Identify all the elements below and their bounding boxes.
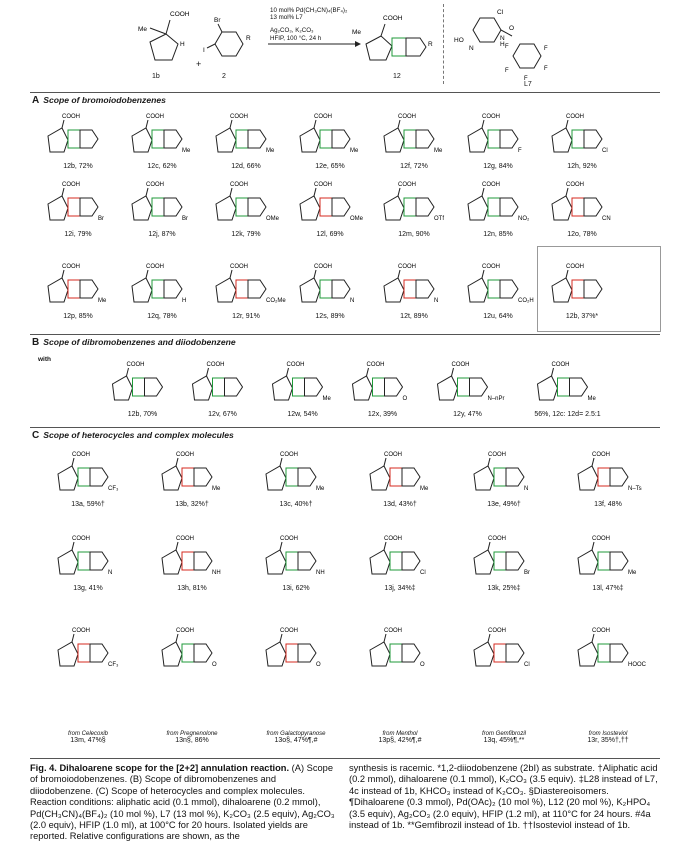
cooh-text: COOH (384, 452, 402, 458)
condition-solvent: HFIP, 100 °C, 24 h (270, 34, 322, 42)
structure-rowC2-5 (558, 534, 658, 580)
svg-text:O: O (509, 25, 515, 32)
compound-label: 12u, 64% (483, 313, 513, 320)
compound-label: 12t, 89% (400, 313, 428, 320)
label-12: 12 (393, 73, 401, 80)
compound-label: 12o, 78% (567, 231, 597, 238)
structure-rowA1-2 (206, 112, 286, 158)
structure-rowC3-4 (454, 626, 554, 726)
cooh-text: COOH (592, 628, 610, 634)
substituent-text: N–nPr (487, 396, 505, 402)
compound-label: 12l, 69% (316, 231, 344, 238)
svg-text:N: N (469, 45, 474, 52)
compound-label: 12m, 90% (398, 231, 430, 238)
cooh-text: COOH (72, 452, 90, 458)
compound-label: 13f, 48% (594, 501, 622, 508)
cooh-text: COOH (62, 182, 80, 188)
substituent-text: Me (420, 486, 429, 492)
substituent-text: N (524, 486, 529, 492)
structure-rowC2-3 (350, 534, 450, 580)
substituent-text: Cl (602, 148, 608, 154)
structure-rowA2-0 (38, 180, 118, 226)
compound-rowC2-3 (350, 534, 450, 593)
cooh-text: COOH (482, 264, 500, 270)
compound-rowB-3 (335, 360, 430, 419)
compound-label: 12g, 84% (483, 163, 513, 170)
section-b-title: Scope of dibromobenzenes and diiodobenzene (43, 337, 236, 347)
structure-rowA3-5 (458, 262, 538, 308)
compound-label: 12p, 85% (63, 313, 93, 320)
compound-rowA3-5 (458, 262, 538, 321)
compound-label: 12e, 65% (315, 163, 345, 170)
svg-text:H: H (500, 41, 505, 48)
svg-text:N: N (500, 35, 505, 42)
substituent-text: Cl (524, 662, 530, 668)
structure-rowA1-3 (290, 112, 370, 158)
compound-rowA2-1 (122, 180, 202, 239)
structure-rowA2-5 (458, 180, 538, 226)
compound-label: 13d, 43%† (383, 501, 417, 508)
compound-label: 13g, 41% (73, 585, 103, 592)
structure-rowC2-4 (454, 534, 554, 580)
caption-body-1: (A) Scope of bromoiodobenzenes. (B) Scope of dibromobenzenes and diiodobenzene. (C) Scope of heterocycles and complex molecules. Reaction conditions: aliphatic acid (0.1 mmol), dihaloarene (0.2 mmol), Pd(CH₃CN)₄(BF₄)₂ (10 mol %), L7 (13 mol %), K₂CO₃ (2.5 equiv), Ag₂CO₃ (2.0 equiv), HFIP (1.0 ml), at 100°C for 20 hours. Isolated yields are reported. Relative configurations are shown, as the (30, 763, 335, 842)
compound-rowC2-1 (142, 534, 242, 593)
structure-rowC1-1 (142, 450, 242, 496)
cooh-text: COOH (286, 362, 305, 368)
compound-rowA3-1 (122, 262, 202, 321)
structure-rowA3-2 (206, 262, 286, 308)
cooh-text: COOH (592, 452, 610, 458)
compound-label: 12v, 67% (208, 411, 237, 418)
compound-rowC3-0 (38, 626, 138, 745)
structure-rowC3-5 (558, 626, 658, 726)
cooh-text: COOH (280, 628, 298, 634)
section-b-letter: B (32, 337, 40, 348)
substituent-text: Me (182, 148, 191, 154)
compound-rowC3-4 (454, 626, 554, 745)
source-label: from Pregnenolone (166, 731, 218, 737)
compound-label: 12w, 54% (287, 411, 318, 418)
compound-rowB-5 (520, 360, 615, 419)
cooh-text: COOH (488, 452, 506, 458)
section-a-letter: A (32, 95, 40, 106)
compound-rowA2-2 (206, 180, 286, 239)
substituent-text: O (402, 396, 408, 402)
structure-rowA2-1 (122, 180, 202, 226)
compound-label: 13i, 62% (282, 585, 310, 592)
substituent-text: Br (182, 216, 188, 222)
svg-text:HO: HO (454, 37, 464, 44)
label-1b: 1b (152, 73, 160, 80)
compound-rowC2-0 (38, 534, 138, 593)
compound-rowC1-0 (38, 450, 138, 509)
structure-rowA2-2 (206, 180, 286, 226)
cooh-text: COOH (176, 452, 194, 458)
cooh-text: COOH (488, 628, 506, 634)
compound-label: 12r, 91% (232, 313, 260, 320)
cooh-text: COOH (72, 536, 90, 542)
substituent-text: OMe (350, 216, 364, 222)
cooh-text: COOH (146, 114, 164, 120)
section-a-title: Scope of bromoiodobenzenes (43, 95, 166, 105)
condition-ligand: 13 mol% L7 (270, 14, 303, 22)
structure-rowC3-2 (246, 626, 346, 726)
compound-label: 12k, 79% (231, 231, 261, 238)
compound-label: 13l, 47%‡ (592, 585, 624, 592)
compound-rowC3-5 (558, 626, 658, 745)
compound-rowC3-2 (246, 626, 346, 745)
compound-rowB-4 (420, 360, 515, 419)
svg-text:COOH: COOH (383, 15, 403, 22)
compound-rowA1-4 (374, 112, 454, 171)
cooh-text: COOH (566, 264, 584, 270)
plus-sign: + (196, 59, 202, 69)
structure-rowC1-4 (454, 450, 554, 496)
compound-rowA1-5 (458, 112, 538, 171)
structure-rowA3-0 (38, 262, 118, 308)
cooh-text: COOH (482, 114, 500, 120)
compound-label: 56%, 12c: 12d= 2.5:1 (534, 411, 601, 418)
source-label: from Celecoxib (67, 731, 108, 737)
substituent-text: Me (350, 148, 359, 154)
substituent-text: Me (316, 486, 325, 492)
cooh-text: COOH (566, 114, 584, 120)
substituent-text: Me (322, 396, 331, 402)
compound-rowA3-2 (206, 262, 286, 321)
cooh-text: COOH (488, 536, 506, 542)
compound-rowC2-5 (558, 534, 658, 593)
cooh-text: COOH (314, 182, 332, 188)
cooh-text: COOH (384, 536, 402, 542)
compound-label: 12q, 78% (147, 313, 177, 320)
compound-rowA1-3 (290, 112, 370, 171)
structure-rowA1-4 (374, 112, 454, 158)
substituent-text: O (316, 662, 321, 668)
compound-rowA2-3 (290, 180, 370, 239)
substituent-text: F (518, 148, 522, 154)
svg-text:I: I (203, 47, 205, 54)
caption-left (30, 763, 336, 843)
caption-title: Fig. 4. Dihaloarene scope for the [2+2] annulation reaction. (30, 763, 290, 773)
substituent-text: O (420, 662, 425, 668)
substituent-text: N–Ts (628, 486, 642, 492)
cooh-text: COOH (551, 362, 570, 368)
cooh-text: COOH (62, 264, 80, 270)
cooh-text: COOH (146, 182, 164, 188)
source-label: from Menthol (382, 731, 418, 737)
structure-rowC1-2 (246, 450, 346, 496)
compound-label: 13m, 47%§ (70, 737, 106, 744)
structure-rowA3-4 (374, 262, 454, 308)
cooh-text: COOH (230, 182, 248, 188)
compound-rowA2-0 (38, 180, 118, 239)
cooh-text: COOH (366, 362, 385, 368)
compound-rowC2-2 (246, 534, 346, 593)
structure-rowC2-2 (246, 534, 346, 580)
structure-rowB-4 (420, 360, 515, 406)
structure-rowC3-3 (350, 626, 450, 726)
structure-rowA3-1 (122, 262, 202, 308)
structure-rowA3-3 (290, 262, 370, 308)
compound-label: 12x, 39% (367, 411, 398, 418)
compound-rowC1-4 (454, 450, 554, 509)
compound-label: 12n, 85% (483, 231, 513, 238)
substituent-text: HOOC (628, 662, 646, 668)
compound-label: 12b, 37%* (565, 313, 599, 320)
structure-rowA1-5 (458, 112, 538, 158)
scheme-cooh-1: COOH (170, 11, 190, 18)
compound-label: 13n§, 86% (175, 737, 209, 744)
compound-label: 13e, 49%† (487, 501, 521, 508)
structure-rowA3-6 (542, 262, 622, 308)
substituent-text: OTf (434, 216, 444, 222)
compound-label: 12i, 79% (64, 231, 92, 238)
compound-rowA3-4 (374, 262, 454, 321)
structure-rowC2-1 (142, 534, 242, 580)
compound-label: 13k, 25%‡ (487, 585, 521, 592)
substituent-text: N (350, 298, 355, 304)
compound-label: 12s, 89% (315, 313, 345, 320)
cooh-text: COOH (230, 114, 248, 120)
compound-rowA3-3 (290, 262, 370, 321)
rule-caption (30, 758, 660, 759)
substituent-text: NH (316, 570, 325, 576)
compound-rowA1-0 (38, 112, 118, 171)
substituent-text: Me (628, 570, 637, 576)
compound-label: 13h, 81% (177, 585, 207, 592)
svg-text:F: F (544, 46, 548, 52)
label-L7: L7 (524, 81, 532, 88)
substituent-text: Cl (420, 570, 426, 576)
structure-rowC3-1 (142, 626, 242, 726)
source-label: from Galactopyranose (266, 731, 326, 737)
cooh-text: COOH (146, 264, 164, 270)
cooh-text: COOH (566, 182, 584, 188)
cooh-text: COOH (280, 536, 298, 542)
structure-rowA1-0 (38, 112, 118, 158)
svg-text:Me: Me (352, 29, 362, 36)
compound-label: 13p§, 42%¶,# (378, 737, 422, 744)
substituent-text: O (212, 662, 217, 668)
cooh-text: COOH (314, 114, 332, 120)
compound-rowA1-6 (542, 112, 622, 171)
substituent-text: Me (266, 148, 275, 154)
substituent-text: Br (98, 216, 104, 222)
substituent-text: NH (212, 570, 221, 576)
condition-catalyst: 10 mol% Pd(CH₃CN)₄(BF₄)₂ (270, 7, 348, 14)
compound-label: 12b, 72% (63, 163, 93, 170)
caption-right: synthesis is racemic. *1,2-diiodobenzene (2bI) as substrate. †Aliphatic acid (0.2 mmol), dihaloarene (0.1 mmol), K₂CO₃ (3.5 equiv). ‡L28 instead of L7, 4c instead of 1b, KHCO₃ instead of K₂CO₃. §Diastereoisomers. ¶Dihaloarene (0.3 mmol), Pd(OAc)₂ (10 mol %), L12 (20 mol %), K₂HPO₄ (3.5 equiv), Ag₂CO₃ (2.0 equiv), HFIP (1.2 ml), at 110°C for 24 hours. #4a instead of 1b. **Gemfibrozil instead of 1b. ††Isosteviol instead of 1b. (349, 763, 658, 831)
substituent-text: N (108, 570, 113, 576)
compound-rowC1-3 (350, 450, 450, 509)
compound-label: 13o§, 47%¶,# (274, 737, 318, 744)
compound-rowC3-3 (350, 626, 450, 745)
structure-rowA2-6 (542, 180, 622, 226)
cooh-text: COOH (62, 114, 80, 120)
compound-label: 13a, 59%† (71, 501, 105, 508)
svg-text:R: R (428, 41, 433, 48)
compound-rowA2-4 (374, 180, 454, 239)
label-2: 2 (222, 73, 226, 80)
compound-rowA3-6 (542, 262, 622, 321)
cooh-text: COOH (398, 182, 416, 188)
svg-text:F: F (505, 44, 509, 50)
cooh-text: COOH (230, 264, 248, 270)
substituent-text: N (434, 298, 439, 304)
substituent-text: OMe (266, 216, 280, 222)
scheme-me-1: Me (138, 26, 148, 33)
section-c-letter: C (32, 430, 40, 441)
compound-rowA2-5 (458, 180, 538, 239)
cooh-text: COOH (314, 264, 332, 270)
substituent-text: Me (587, 396, 596, 402)
svg-text:F: F (505, 68, 509, 74)
compound-label: 13b, 32%† (175, 501, 209, 508)
compound-rowC1-1 (142, 450, 242, 509)
substituent-text: Me (98, 298, 107, 304)
structure-rowC1-3 (350, 450, 450, 496)
compound-label: 12b, 70% (127, 411, 158, 418)
cooh-text: COOH (126, 362, 145, 368)
cooh-text: COOH (398, 114, 416, 120)
structure-rowA1-1 (122, 112, 202, 158)
cooh-text: COOH (176, 628, 194, 634)
compound-label: 12f, 72% (400, 163, 428, 170)
compound-label: 12d, 66% (231, 163, 261, 170)
compound-label: 12j, 87% (148, 231, 176, 238)
substituent-text: Me (434, 148, 443, 154)
structure-rowC1-5 (558, 450, 658, 496)
cooh-text: COOH (280, 452, 298, 458)
compound-label: 13j, 34%‡ (384, 585, 416, 592)
structure-rowA2-3 (290, 180, 370, 226)
substituent-text: Br (524, 570, 530, 576)
structure-rowC2-0 (38, 534, 138, 580)
structure-rowA2-4 (374, 180, 454, 226)
substituent-text: CF₃ (108, 662, 119, 668)
compound-label: 13q, 45%¶,** (483, 737, 525, 744)
svg-text:F: F (544, 66, 548, 72)
cooh-text: COOH (206, 362, 225, 368)
substituent-text: Me (212, 486, 221, 492)
substituent-text: CN (602, 216, 611, 222)
cooh-text: COOH (592, 536, 610, 542)
svg-text:F: F (524, 76, 528, 82)
cooh-text: COOH (398, 264, 416, 270)
compound-rowA2-6 (542, 180, 622, 239)
structure-rowA1-6 (542, 112, 622, 158)
cooh-text: COOH (482, 182, 500, 188)
section-c-title: Scope of heterocycles and complex molecules (43, 430, 234, 440)
cooh-text: COOH (384, 628, 402, 634)
cooh-text: COOH (451, 362, 470, 368)
structure-rowC3-0 (38, 626, 138, 726)
scheme-h-1: H (180, 41, 185, 48)
substituent-text: NO₂ (518, 216, 530, 222)
substituent-text: H (182, 298, 187, 304)
compound-rowC3-1 (142, 626, 242, 745)
svg-text:Cl: Cl (497, 9, 504, 16)
compound-rowC1-2 (246, 450, 346, 509)
source-label: from Gemfibrozil (481, 731, 526, 737)
substituent-text: CF₃ (108, 486, 119, 492)
compound-label: 12h, 92% (567, 163, 597, 170)
structure-rowC1-0 (38, 450, 138, 496)
source-label: from Isosteviol (588, 731, 628, 737)
with-label: with (38, 356, 51, 363)
cooh-text: COOH (176, 536, 194, 542)
substituent-text: CO₂Me (266, 298, 286, 304)
compound-rowA1-2 (206, 112, 286, 171)
svg-text:R: R (246, 35, 251, 42)
condition-bases: Ag₂CO₃, K₂CO₃ (270, 27, 314, 35)
structure-rowB-5 (520, 360, 615, 406)
compound-label: 13r, 35%†,†† (587, 737, 629, 744)
substituent-text: CO₂H (518, 298, 534, 304)
cooh-text: COOH (72, 628, 90, 634)
compound-rowA3-0 (38, 262, 118, 321)
structure-rowB-3 (335, 360, 430, 406)
compound-label: 12c, 62% (147, 163, 177, 170)
compound-rowA1-1 (122, 112, 202, 171)
compound-label: 12y, 47% (453, 411, 482, 418)
compound-label: 13c, 40%† (279, 501, 313, 508)
compound-rowC2-4 (454, 534, 554, 593)
compound-rowC1-5 (558, 450, 658, 509)
svg-text:Br: Br (214, 17, 221, 24)
